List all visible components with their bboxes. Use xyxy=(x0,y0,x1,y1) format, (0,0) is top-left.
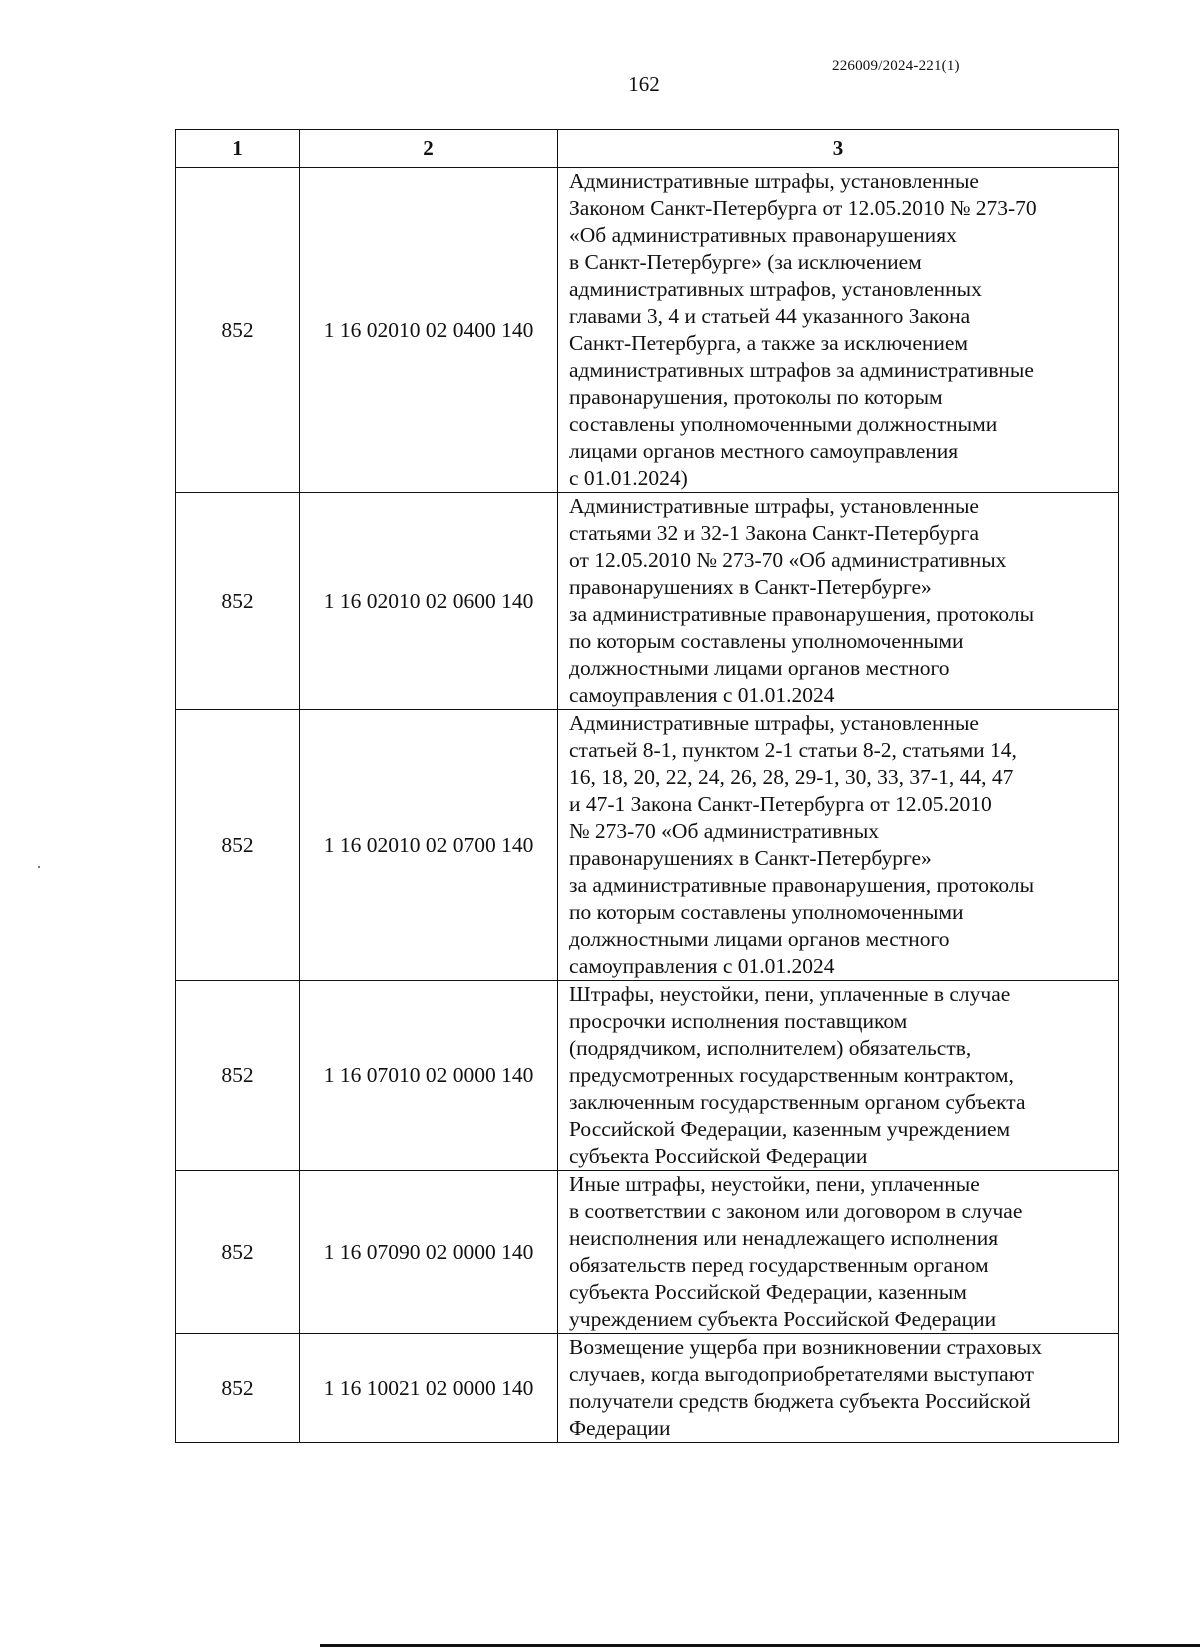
cell-admin-code: 852 xyxy=(176,710,300,981)
cell-revenue-description xyxy=(558,981,1119,1171)
description-line: № 273-70 «Об административных xyxy=(569,819,880,843)
cell-budget-classification-code: 1 16 02010 02 0600 140 xyxy=(300,493,558,710)
table-row xyxy=(176,168,1119,493)
description-line: статьей 8-1, пунктом 2-1 статьи 8-2, статьями 14, xyxy=(569,738,1017,762)
description-line: (подрядчиком, исполнителем) обязательств, xyxy=(569,1036,972,1060)
description-line: административных штрафов за административные xyxy=(569,358,1034,382)
description-line: случаев, когда выгодоприобретателями выступают xyxy=(569,1362,1034,1386)
description-line: самоуправления с 01.01.2024 xyxy=(569,954,835,978)
description-line: составлены уполномоченными должностными xyxy=(569,412,998,436)
description-line: с 01.01.2024) xyxy=(569,466,688,490)
description-line: за административные правонарушения, протоколы xyxy=(569,873,1035,897)
description-line: предусмотренных государственным контрактом, xyxy=(569,1063,1014,1087)
budget-codes-table xyxy=(175,129,1119,1443)
description-line: получатели средств бюджета субъекта Российской xyxy=(569,1389,1031,1413)
table-row xyxy=(176,981,1119,1171)
description-line: Административные штрафы, установленные xyxy=(569,494,979,518)
description-line: Возмещение ущерба при возникновении страховых xyxy=(569,1335,1042,1359)
table-header-row xyxy=(176,130,1119,168)
description-line: в соответствии с законом или договором в случае xyxy=(569,1199,1023,1223)
table-row xyxy=(176,1334,1119,1443)
cell-revenue-description xyxy=(558,493,1119,710)
description-line: правонарушения, протоколы по которым xyxy=(569,385,943,409)
description-line: должностными лицами органов местного xyxy=(569,927,950,951)
cell-revenue-description xyxy=(558,710,1119,981)
description-line: от 12.05.2010 № 273-70 «Об административных xyxy=(569,548,1007,572)
description-line: главами 3, 4 и статьей 44 указанного Закона xyxy=(569,304,971,328)
cell-admin-code: 852 xyxy=(176,981,300,1171)
description-line: субъекта Российской Федерации, казенным xyxy=(569,1280,967,1304)
description-line: статьями 32 и 32-1 Закона Санкт-Петербурга xyxy=(569,521,979,545)
bottom-edge-line xyxy=(320,1644,1200,1647)
description-line: «Об административных правонарушениях xyxy=(569,223,957,247)
description-line: Административные штрафы, установленные xyxy=(569,711,979,735)
table-row xyxy=(176,710,1119,981)
description-line: неисполнения или ненадлежащего исполнения xyxy=(569,1226,999,1250)
description-line: самоуправления с 01.01.2024 xyxy=(569,683,835,707)
table-row xyxy=(176,1171,1119,1334)
description-line: учреждением субъекта Российской Федерации xyxy=(569,1307,997,1331)
column-header-2: 2 xyxy=(300,130,558,168)
cell-budget-classification-code: 1 16 10021 02 0000 140 xyxy=(300,1334,558,1443)
description-line: в Санкт-Петербурге» (за исключением xyxy=(569,250,922,274)
table-body xyxy=(176,168,1119,1443)
description-line: правонарушениях в Санкт-Петербурге» xyxy=(569,575,932,599)
description-line: административных штрафов, установленных xyxy=(569,277,982,301)
description-line: Федерации xyxy=(569,1416,671,1440)
cell-admin-code: 852 xyxy=(176,1171,300,1334)
description-line: и 47-1 Закона Санкт-Петербурга от 12.05.2010 xyxy=(569,792,992,816)
description-line: субъекта Российской Федерации xyxy=(569,1144,868,1168)
cell-budget-classification-code: 1 16 07090 02 0000 140 xyxy=(300,1171,558,1334)
cell-revenue-description xyxy=(558,1171,1119,1334)
description-line: обязательств перед государственным органом xyxy=(569,1253,989,1277)
description-line: Административные штрафы, установленные xyxy=(569,169,979,193)
document-registration-number: 226009/2024-221(1) xyxy=(832,58,960,74)
description-line: правонарушениях в Санкт-Петербурге» xyxy=(569,846,932,870)
description-line: Санкт-Петербурга, а также за исключением xyxy=(569,331,969,355)
description-line: должностными лицами органов местного xyxy=(569,656,950,680)
cell-budget-classification-code: 1 16 02010 02 0700 140 xyxy=(300,710,558,981)
page-number: 162 xyxy=(628,72,660,96)
description-line: Иные штрафы, неустойки, пени, уплаченные xyxy=(569,1172,980,1196)
table-row xyxy=(176,493,1119,710)
column-header-3: 3 xyxy=(558,130,1119,168)
description-line: лицами органов местного самоуправления xyxy=(569,439,959,463)
description-line: по которым составлены уполномоченными xyxy=(569,629,964,653)
description-line: 16, 18, 20, 22, 24, 26, 28, 29-1, 30, 33, 37-1, 44, 47 xyxy=(569,765,1014,789)
cell-revenue-description xyxy=(558,168,1119,493)
description-line: по которым составлены уполномоченными xyxy=(569,900,964,924)
description-line: Законом Санкт-Петербурга от 12.05.2010 № 273-70 xyxy=(569,196,1037,220)
description-line: за административные правонарушения, протоколы xyxy=(569,602,1035,626)
description-line: просрочки исполнения поставщиком xyxy=(569,1009,908,1033)
description-line: Российской Федерации, казенным учреждением xyxy=(569,1117,1011,1141)
cell-admin-code: 852 xyxy=(176,1334,300,1443)
cell-admin-code: 852 xyxy=(176,493,300,710)
cell-admin-code: 852 xyxy=(176,168,300,493)
column-header-1: 1 xyxy=(176,130,300,168)
cell-budget-classification-code: 1 16 02010 02 0400 140 xyxy=(300,168,558,493)
cell-revenue-description xyxy=(558,1334,1119,1443)
description-line: заключенным государственным органом субъекта xyxy=(569,1090,1026,1114)
scan-speck xyxy=(38,866,40,868)
cell-budget-classification-code: 1 16 07010 02 0000 140 xyxy=(300,981,558,1171)
description-line: Штрафы, неустойки, пени, уплаченные в случае xyxy=(569,982,1011,1006)
